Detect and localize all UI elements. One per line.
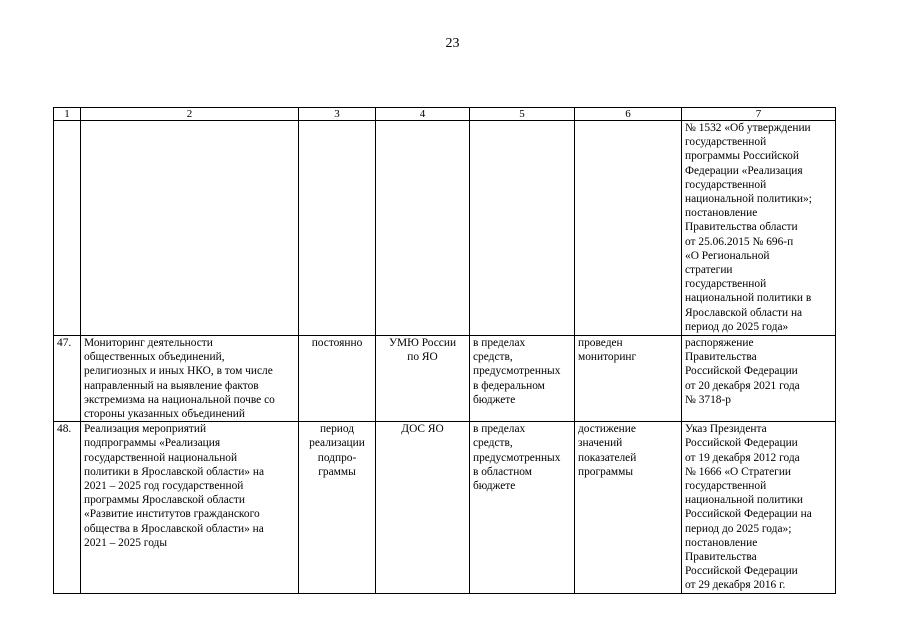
table-row <box>54 422 836 594</box>
term-cell: постоянно <box>299 336 376 422</box>
column-header-3: 3 <box>299 108 376 121</box>
term-cell <box>299 121 376 336</box>
row-number <box>54 121 81 336</box>
basis-cell: № 1532 «Об утверждении государственной программы Российской Федерации «Реализация государственной национальной политики»; постановление Правительства области от 25.06.2015 № 696-п «О Региональной стратегии государственной национальной политики в Ярославской области на период до 2025 года» <box>682 121 836 336</box>
column-header-6: 6 <box>575 108 682 121</box>
basis-cell: Указ Президента Российской Федерации от 19 декабря 2012 года № 1666 «О Стратегии государственной национальной политики Российской Федерации на период до 2025 года»; постановление Правительства Российской Федерации от 29 декабря 2016 г. <box>682 422 836 594</box>
executor-cell <box>376 121 470 336</box>
column-header-7: 7 <box>682 108 836 121</box>
result-cell: проведен мониторинг <box>575 336 682 422</box>
column-number-row <box>54 108 836 121</box>
result-cell <box>575 121 682 336</box>
column-header-5: 5 <box>470 108 575 121</box>
column-header-4: 4 <box>376 108 470 121</box>
executor-cell: УМЮ России по ЯО <box>376 336 470 422</box>
result-cell: достижение значений показателей программы <box>575 422 682 594</box>
table-row <box>54 336 836 422</box>
funding-cell: в пределах средств, предусмотренных в федеральном бюджете <box>470 336 575 422</box>
column-header-1: 1 <box>54 108 81 121</box>
executor-cell: ДОС ЯО <box>376 422 470 594</box>
table-row <box>54 121 836 336</box>
row-number: 48. <box>54 422 81 594</box>
funding-cell: в пределах средств, предусмотренных в областном бюджете <box>470 422 575 594</box>
funding-cell <box>470 121 575 336</box>
measure-cell <box>81 121 299 336</box>
row-number: 47. <box>54 336 81 422</box>
term-cell: период реализации подпро- граммы <box>299 422 376 594</box>
page-number: 23 <box>445 36 460 51</box>
measures-table <box>53 107 836 594</box>
column-header-2: 2 <box>81 108 299 121</box>
measure-cell: Мониторинг деятельности общественных объединений, религиозных и иных НКО, в том числе направленный на выявление фактов экстремизма на национальной почве со стороны указанных объединений <box>81 336 299 422</box>
basis-cell: распоряжение Правительства Российской Федерации от 20 декабря 2021 года № 3718-р <box>682 336 836 422</box>
measure-cell: Реализация мероприятий подпрограммы «Реализация государственной национальной политики в Ярославской области» на 2021 – 2025 год государственной программы Ярославской области «Развитие институтов гражданского общества в Ярославской области» на 2021 – 2025 годы <box>81 422 299 594</box>
